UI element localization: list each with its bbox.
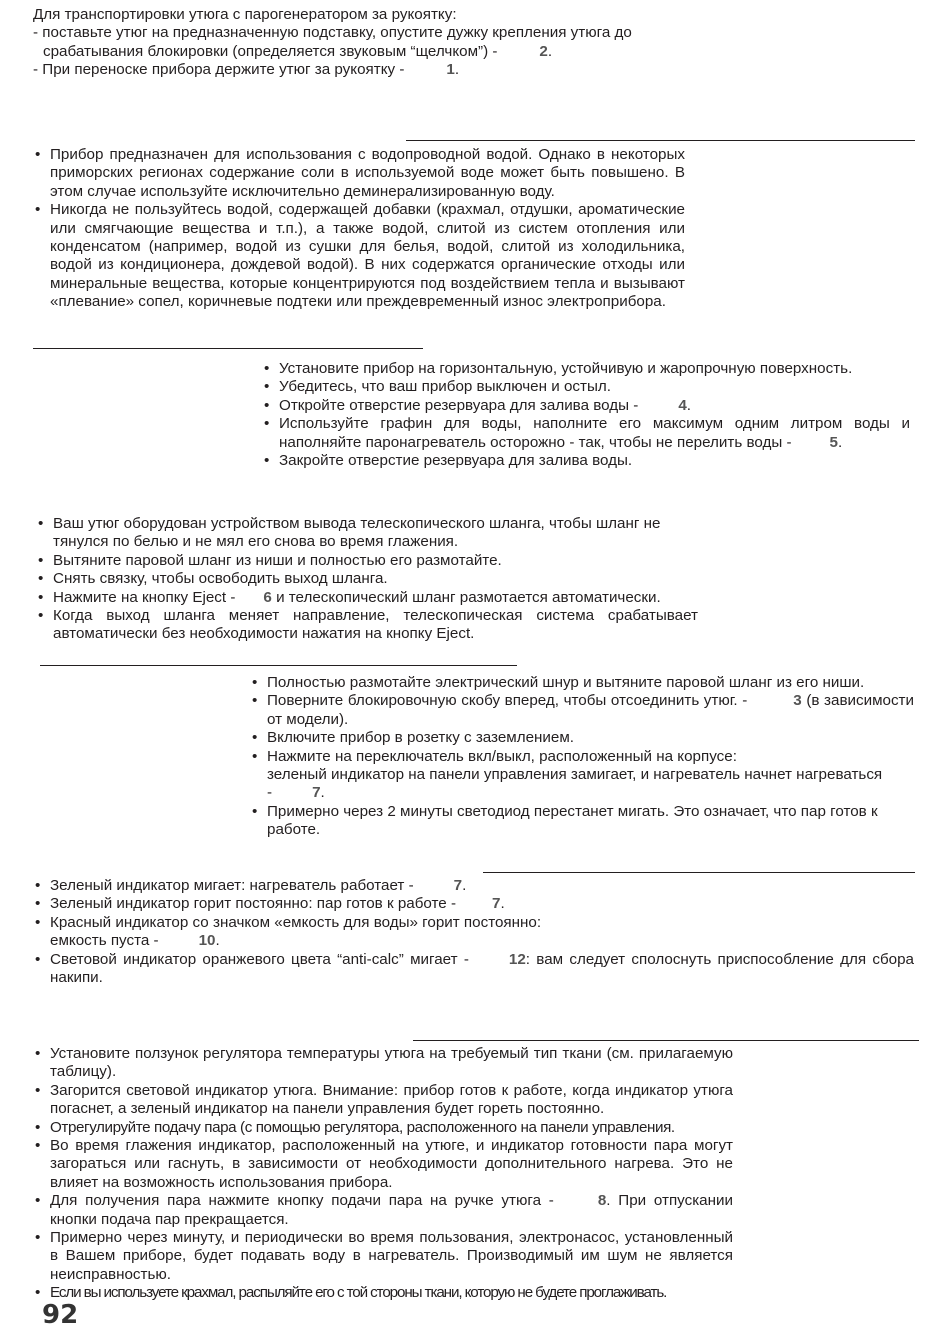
list-item: • Примерно через минуту, и периодически во время пользования, электронасос, установленный в Вашем приборе, будет подавать воду в нагреватель. Производимый им шум не является неисправностью.	[33, 1229, 733, 1284]
indicators-list	[33, 877, 914, 987]
list-item: • Откройте отверстие резервуара для залива воды - 4.	[262, 397, 910, 415]
list-item: • Нажмите на переключатель вкл/выкл, расположенный на корпусе: зеленый индикатор на панели управления замигает, и нагреватель начнет нагреваться - 7.	[250, 748, 914, 803]
water-list	[33, 146, 685, 312]
list-item: • Зеленый индикатор мигает: нагреватель работает - 7.	[33, 877, 914, 895]
list-item: • Вытяните паровой шланг из ниши и полностью его размотайте.	[36, 552, 698, 570]
list-item: • Убедитесь, что ваш прибор выключен и остыл.	[262, 378, 910, 396]
list-item: • Отрегулируйте подачу пара (с помощью регулятора, расположенного на панели управления.	[33, 1119, 733, 1137]
transport-line: - При переноске прибора держите утюг за рукоятку - 1.	[33, 61, 460, 79]
list-item: • Во время глажения индикатор, расположенный на утюге, и индикатор готовности пара могут загораться или гаснуть, в зависимости от необходимости дополнительного нагрева. Это не влияет на возможность использования прибора.	[33, 1137, 733, 1192]
list-item: • Примерно через 2 минуты светодиод перестанет мигать. Это означает, что пар готов к работе.	[250, 803, 914, 840]
list-item: • Установите прибор на горизонтальную, устойчивую и жаропрочную поверхность.	[262, 360, 910, 378]
list-item: • Поверните блокировочную скобу вперед, чтобы отсоединить утюг. - 3 (в зависимости от модели).	[250, 692, 914, 729]
list-item: • Нажмите на кнопку Eject - 6 и телескопический шланг размотается автоматически.	[36, 589, 698, 607]
list-item: • Включите прибор в розетку с заземлением.	[250, 729, 914, 747]
hose-list	[36, 515, 698, 644]
list-item: • Загорится световой индикатор утюга. Внимание: прибор готов к работе, когда индикатор утюга погаснет, а зеленый индикатор на панели управления будет гореть постоянно.	[33, 1082, 733, 1119]
section-divider	[33, 348, 423, 349]
transport-line: срабатывания блокировки (определяется звуковым “щелчком”) - 2.	[43, 42, 553, 60]
fill-list	[262, 360, 910, 470]
list-item: • Световой индикатор оранжевого цвета “anti-calc” мигает - 12: вам следует сполоснуть приспособление для сбора накипи.	[33, 951, 914, 988]
list-item: • Зеленый индикатор горит постоянно: пар готов к работе - 7.	[33, 895, 914, 913]
list-item: • Когда выход шланга меняет направление, телескопическая система срабатывает автоматически без необходимости нажатия на кнопку Eject.	[36, 607, 698, 644]
list-item: • Если вы используете крахмал, распыляйте его с той стороны ткани, которую не будете проглаживать.	[33, 1284, 733, 1302]
list-item: • Для получения пара нажмите кнопку подачи пара на ручке утюга - 8. При отпускании кнопки подача пар прекращается.	[33, 1192, 733, 1229]
page-number: 92	[42, 1300, 79, 1330]
section-divider	[40, 665, 517, 666]
list-item: • Полностью размотайте электрический шнур и вытяните паровой шланг из его ниши.	[250, 674, 914, 692]
transport-line: - поставьте утюг на предназначенную подставку, опустите дужку крепления утюга до	[33, 24, 632, 42]
list-item: • Ваш утюг оборудован устройством вывода телескопического шланга, чтобы шланг не тянулся по белью и не мял его снова во время глажения.	[36, 515, 698, 552]
list-item: • Красный индикатор со значком «емкость для воды» горит постоянно: емкость пуста - 10.	[33, 914, 914, 951]
list-item: • Установите ползунок регулятора температуры утюга на требуемый тип ткани (см. прилагаемую таблицу).	[33, 1045, 733, 1082]
list-item: • Закройте отверстие резервуара для залива воды.	[262, 452, 910, 470]
list-item: • Никогда не пользуйтесь водой, содержащей добавки (крахмал, отдушки, ароматические или смягчающие вещества и т.п.), а также водой, слитой из систем отопления или конденсатом (например, водой из сушки для белья, водой, слитой из холодильника, водой из кондиционера, дождевой водой). В них содержатся органические отходы или минеральные вещества, которые концентрируются под воздействием тепла и вызывают «плевание» сопел, коричневые подтеки или преждевременный износ электроприбора.	[33, 201, 685, 311]
transport-section	[33, 6, 693, 80]
start-list	[250, 674, 914, 840]
list-item: • Прибор предназначен для использования с водопроводной водой. Однако в некоторых приморских регионах содержание соли в используемой воде может быть повышено. В этом случае используйте исключительно деминерализированную воду.	[33, 146, 685, 201]
list-item: • Снять связку, чтобы освободить выход шланга.	[36, 570, 698, 588]
ironing-list	[33, 1045, 733, 1303]
section-divider	[413, 1040, 919, 1041]
list-item: • Используйте графин для воды, наполните его максимум одним литром воды и наполняйте паронагреватель осторожно - так, чтобы не перелить воды - 5.	[262, 415, 910, 452]
transport-title: Для транспортировки утюга с парогенератором за рукоятку:	[33, 6, 457, 23]
section-divider	[483, 872, 915, 873]
section-divider	[406, 140, 915, 141]
